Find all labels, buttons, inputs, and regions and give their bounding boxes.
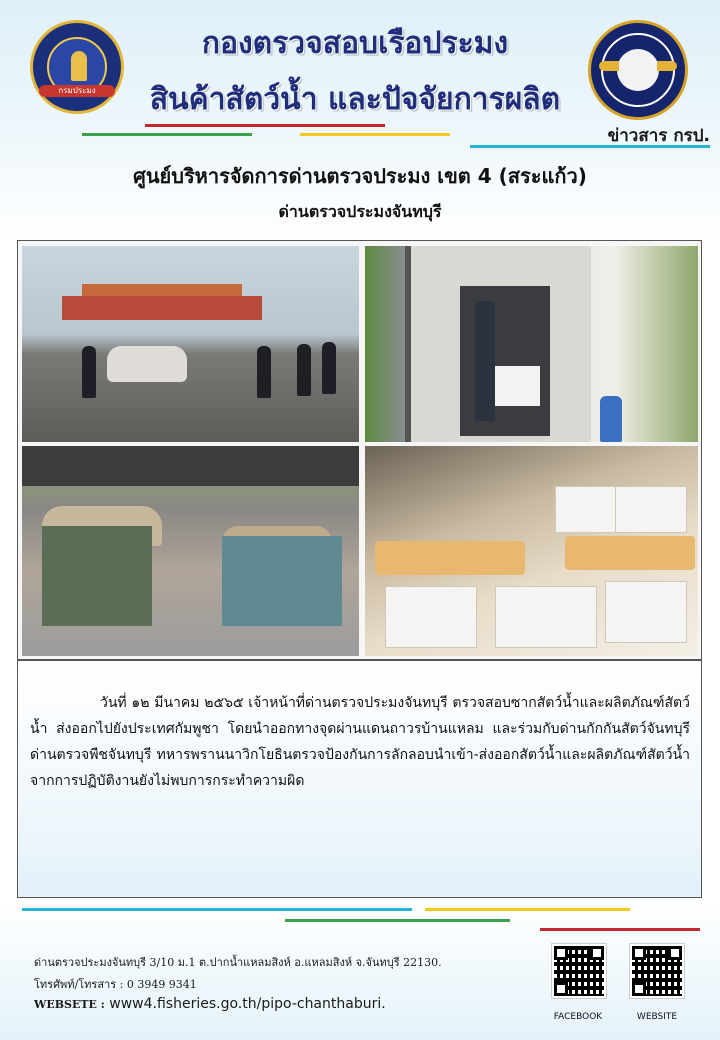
footer-divider-red (540, 928, 700, 931)
page-title: กองตรวจสอบเรือประมง (201, 26, 509, 61)
qr-corner (668, 946, 682, 960)
shed-roof (22, 446, 359, 486)
footer-divider-yellow (425, 908, 630, 911)
website-qr-code[interactable] (630, 944, 684, 998)
foam-box (565, 536, 695, 570)
cartons-photo (365, 446, 698, 656)
border-gate (62, 296, 262, 320)
qr-corner (632, 982, 646, 996)
facebook-qr-label: FACEBOOK (553, 1012, 603, 1022)
logo-wing-left-icon (599, 61, 619, 71)
divider-green (82, 133, 252, 136)
carton (385, 586, 477, 648)
footer-divider-green (285, 919, 510, 922)
officer (257, 346, 271, 398)
border-gate-photo (22, 246, 359, 442)
checkpoint-name: ด่านตรวจประมงจันทบุรี (278, 202, 442, 221)
trucks-shed-photo (22, 446, 359, 656)
logo-wing-right-icon (657, 61, 677, 71)
qr-corner (554, 982, 568, 996)
website-qr-label: WEBSITE (636, 1012, 678, 1022)
department-of-fisheries-logo (30, 20, 124, 114)
center-name: ศูนย์บริหารจัดการด่านตรวจประมง เขต 4 (สระแก้ว) (133, 164, 587, 188)
officer (322, 342, 336, 394)
page-subtitle: สินค้าสัตว์น้ำ และปัจจัยการผลิต (149, 82, 561, 117)
fishery-inspection-logo (588, 20, 688, 120)
logo-band: กรมประมง (39, 85, 115, 97)
website-label: WEBSETE : (34, 998, 105, 1011)
logo-figure-icon (71, 51, 87, 81)
cartons (495, 366, 540, 406)
carton (615, 486, 687, 533)
officer (297, 344, 311, 396)
divider-red (145, 124, 385, 127)
footer-phone: โทรศัพท์/โทรสาร : 0 3949 9341 (34, 978, 197, 991)
qr-corner (590, 946, 604, 960)
qr-corner (632, 946, 646, 960)
worker (600, 396, 622, 442)
news-paragraph: วันที่ ๑๒ มีนาคม ๒๕๖๕ เจ้าหน้าที่ด่านตรวจประมงจันทบุรี ตรวจสอบซากสัตว์น้ำและผลิตภัณฑ์สัตว์น้ำ ส่งออกไปยังประเทศกัมพูชา โดยนำออกทางจุดผ่านแดนถาวรบ้านแหลม และร่วมกับด่านกักกันสัตว์จันทบุรี ด่านตรวจพืชจันทบุรี ทหารพรานนาวิกโยธินตรวจป้องกันการลักลอบนำเข้า-ส่งออกสัตว์น้ำและผลิตภัณฑ์สัตว์น้ำ จากการปฏิบัติงานยังไม่พบการกระทำความผิด (30, 695, 690, 789)
divider-yellow (300, 133, 450, 136)
footer-divider-cyan (22, 908, 412, 911)
container-inspection-photo (365, 246, 698, 442)
footer-address: ด่านตรวจประมงจันทบุรี 3/10 ม.1 ต.ปากน้ำแหลมสิงห์ อ.แหลมสิงห์ จ.จันทบุรี 22130. (34, 956, 442, 969)
truck (222, 536, 342, 626)
car (107, 346, 187, 382)
truck (42, 526, 152, 626)
foam-box (375, 541, 525, 575)
logo-center (617, 49, 659, 91)
officer (475, 301, 495, 421)
carton (605, 581, 687, 643)
qr-corner (554, 946, 568, 960)
container-doorway (460, 286, 550, 436)
website-url[interactable]: www4.fisheries.go.th/pipo-chanthaburi. (109, 996, 386, 1012)
news-label: ข่าวสาร กรป. (607, 126, 710, 146)
carton (495, 586, 597, 648)
facebook-qr-code[interactable] (552, 944, 606, 998)
footer-website (34, 996, 386, 1012)
officer (82, 346, 96, 398)
